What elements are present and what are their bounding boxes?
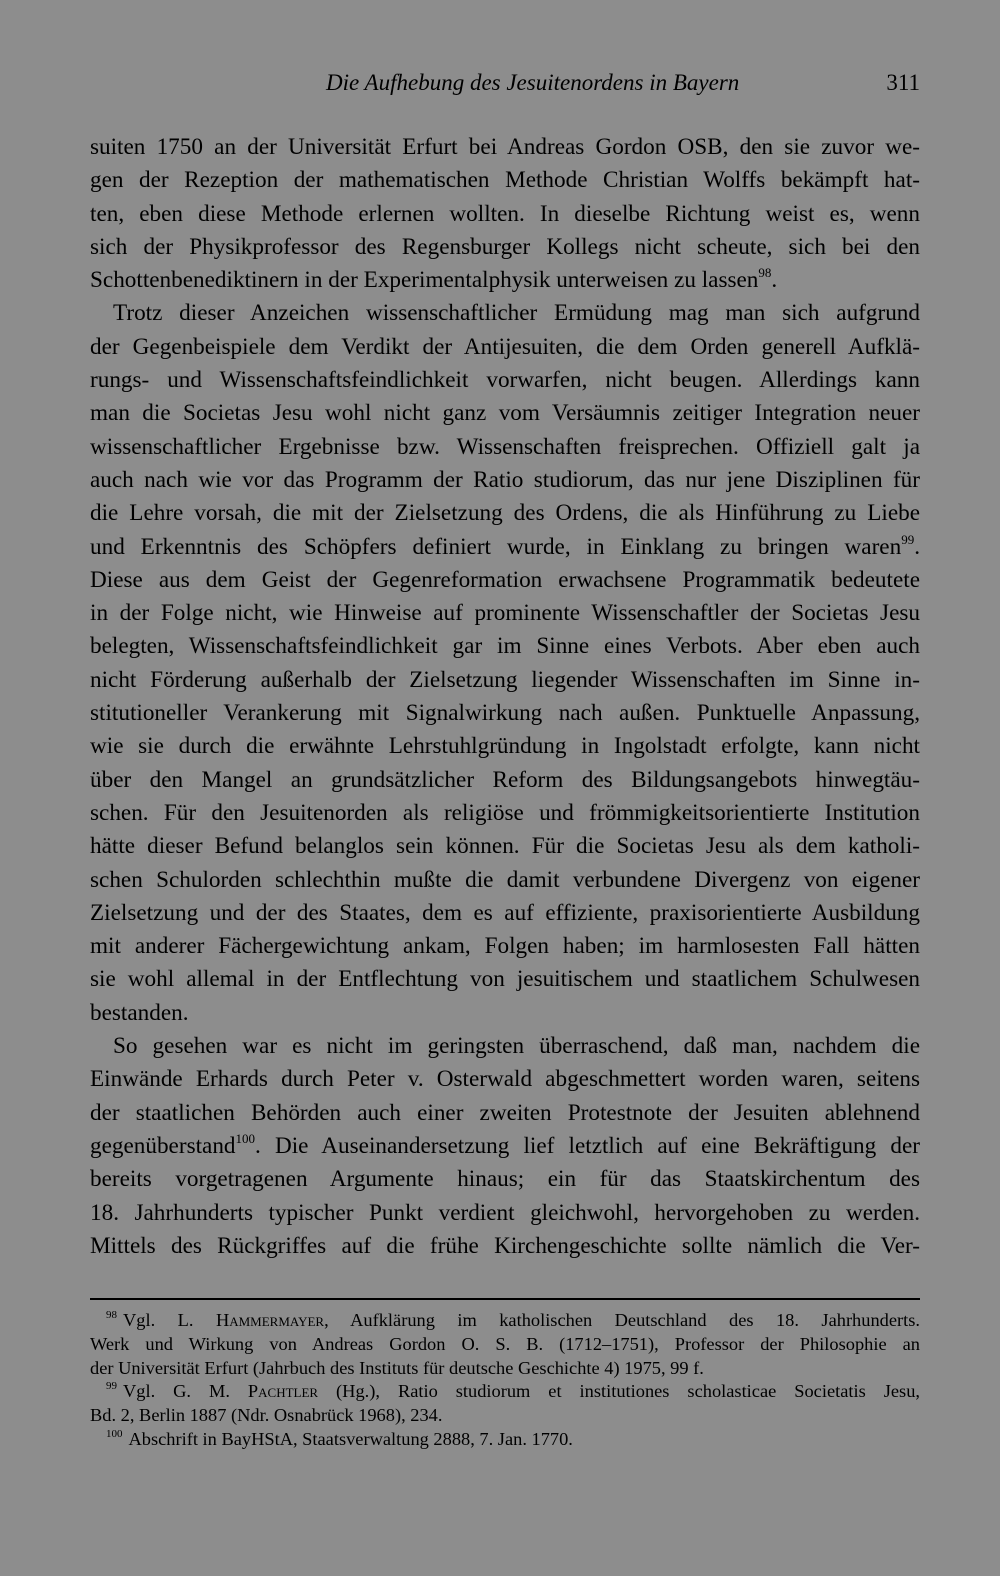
- body-text: [90, 131, 920, 1263]
- text-line: schen. Für den Jesuitenorden als religiöse und frömmigkeitsorientierte Institution: [90, 799, 920, 826]
- text-line: Zielsetzung und der des Staates, dem es auf effiziente, praxisorientierte Ausbildung: [90, 899, 920, 926]
- text-segment: , Aufklärung im katholischen Deutschland des 18. Jahrhunderts.: [324, 1310, 920, 1330]
- running-head: [90, 66, 920, 100]
- text-line: ten, eben diese Methode erlernen wollten. In dieselbe Richtung weist es, wenn: [90, 200, 920, 227]
- footnotes: [90, 1309, 920, 1452]
- footnote-ref-99: 99: [901, 531, 915, 547]
- text-line: sich der Physikprofessor des Regensburger Kollegs nicht scheute, sich bei den: [90, 233, 920, 260]
- text-line: gen der Rezeption der mathematischen Methode Christian Wolffs bekämpft hat-: [90, 167, 920, 194]
- text-line: auch nach wie vor das Programm der Ratio studiorum, das nur jene Disziplinen für: [90, 466, 920, 493]
- text-line: der Gegenbeispiele dem Verdikt der Antijesuiten, die dem Orden generell Aufklä-: [90, 333, 920, 360]
- text-line: wissenschaftlicher Ergebnisse bzw. Wissenschaften freisprechen. Offiziell galt ja: [90, 433, 920, 460]
- text-line: Einwände Erhards durch Peter v. Osterwald abgeschmettert worden waren, seitens: [90, 1066, 920, 1093]
- author-name: Pachtler: [247, 1381, 319, 1402]
- text-line: rungs- und Wissenschaftsfeindlichkeit vorwarfen, nicht beugen. Allerdings kann: [90, 367, 920, 394]
- text-segment: (Hg.), Ratio studiorum et institutiones scholasticae Societatis Jesu,: [318, 1381, 920, 1402]
- text-line: Diese aus dem Geist der Gegenreformation erwachsene Programmatik bedeutete: [90, 566, 920, 593]
- footnote-marker: 100: [106, 1427, 123, 1440]
- text-line: stitutioneller Verankerung mit Signalwirkung nach außen. Punktuelle Anpassung,: [90, 700, 920, 727]
- text-line: [90, 1130, 920, 1163]
- text-line: man die Societas Jesu wohl nicht ganz vom Versäumnis zeitiger Integration neuer: [90, 400, 920, 427]
- text-line: 18. Jahrhunderts typischer Punkt verdient gleichwohl, hervorgehoben zu werden.: [90, 1199, 920, 1226]
- text-line: So gesehen war es nicht im geringsten überraschend, daß man, nachdem die: [113, 1033, 920, 1060]
- footnote-100: [90, 1428, 920, 1452]
- text-line: hätte dieser Befund belanglos sein können. Für die Societas Jesu als dem katholi-: [90, 833, 920, 860]
- text-line: schen Schulorden schlechthin mußte die damit verbundene Divergenz von eigener: [90, 866, 920, 893]
- author-name: Hammermayer: [215, 1310, 325, 1330]
- footnote-ref-100: 100: [235, 1130, 256, 1146]
- text-segment: und Erkenntnis des Schöpfers definiert wurde, in Einklang zu bringen waren: [90, 533, 902, 560]
- text-line: nicht Förderung außerhalb der Zielsetzung liegender Wissenschaften im Sinne in-: [90, 666, 920, 693]
- text-line: in der Folge nicht, wie Hinweise auf prominente Wissenschaftler der Societas Jesu: [90, 600, 920, 627]
- text-segment: Abschrift in BayHStA, Staatsverwaltung 2888, 7. Jan. 1770.: [128, 1428, 573, 1449]
- text-line: über den Mangel an grundsätzlicher Reform des Bildungsangebots hinwegtäu-: [90, 766, 920, 793]
- text-line: die Lehre vorsah, die mit der Zielsetzung des Ordens, die als Hinführung zu Liebe: [90, 500, 920, 527]
- footnote-line: Bd. 2, Berlin 1887 (Ndr. Osnabrück 1968), 234.: [90, 1405, 443, 1426]
- text-line: belegten, Wissenschaftsfeindlichkeit gar im Sinne eines Verbots. Aber eben auch: [90, 633, 920, 660]
- text-line: wie sie durch die erwähnte Lehrstuhlgründung in Ingolstadt erfolgte, kann nicht: [90, 733, 920, 760]
- footnote-98: [90, 1309, 920, 1333]
- text-segment: .: [771, 267, 778, 294]
- footnote-marker: 98: [106, 1309, 117, 1321]
- text-line: Mittels des Rückgriffes auf die frühe Kirchengeschichte sollte nämlich die Ver-: [90, 1232, 920, 1259]
- text-line: [90, 531, 920, 564]
- footnote-99: [90, 1380, 920, 1404]
- text-line: der staatlichen Behörden auch einer zweiten Protestnote der Jesuiten ablehnend: [90, 1099, 920, 1126]
- text-line: Trotz dieser Anzeichen wissenschaftlicher Ermüdung mag man sich aufgrund: [113, 300, 920, 327]
- footnote-line: der Universität Erfurt (Jahrbuch des Instituts für deutsche Geschichte 4) 1975, 99 f.: [90, 1357, 704, 1378]
- text-segment: Vgl. L.: [123, 1310, 216, 1330]
- text-segment: . Die Auseinandersetzung lief letztlich auf eine Bekräftigung der: [255, 1132, 920, 1159]
- text-line: bereits vorgetragenen Argumente hinaus; ein für das Staatskirchentum des: [90, 1166, 920, 1193]
- footnote-ref-98: 98: [758, 265, 772, 281]
- footnote-marker: 99: [106, 1380, 117, 1393]
- running-title: Die Aufhebung des Jesuitenordens in Bayern: [326, 70, 740, 95]
- footnote-rule: [90, 1298, 920, 1300]
- text-line: suiten 1750 an der Universität Erfurt bei Andreas Gordon OSB, den sie zuvor we-: [90, 134, 920, 160]
- text-line: mit anderer Fächergewichtung ankam, Folgen haben; im harmlosesten Fall hätten: [90, 933, 920, 960]
- text-line: sie wohl allemal in der Entflechtung von jesuitischem und staatlichem Schulwesen: [90, 966, 920, 993]
- text-segment: Vgl. G. M.: [123, 1381, 248, 1402]
- page-number: 311: [886, 70, 920, 95]
- text-line: bestanden.: [90, 999, 189, 1026]
- text-line: [90, 264, 920, 297]
- text-segment: gegenüberstand: [90, 1132, 236, 1159]
- text-segment: Schottenbenediktinern in der Experimentalphysik unterweisen zu lassen: [90, 267, 759, 294]
- footnote-line: Werk und Wirkung von Andreas Gordon O. S. B. (1712–1751), Professor der Philosophie an: [90, 1333, 920, 1354]
- text-segment: .: [914, 533, 920, 560]
